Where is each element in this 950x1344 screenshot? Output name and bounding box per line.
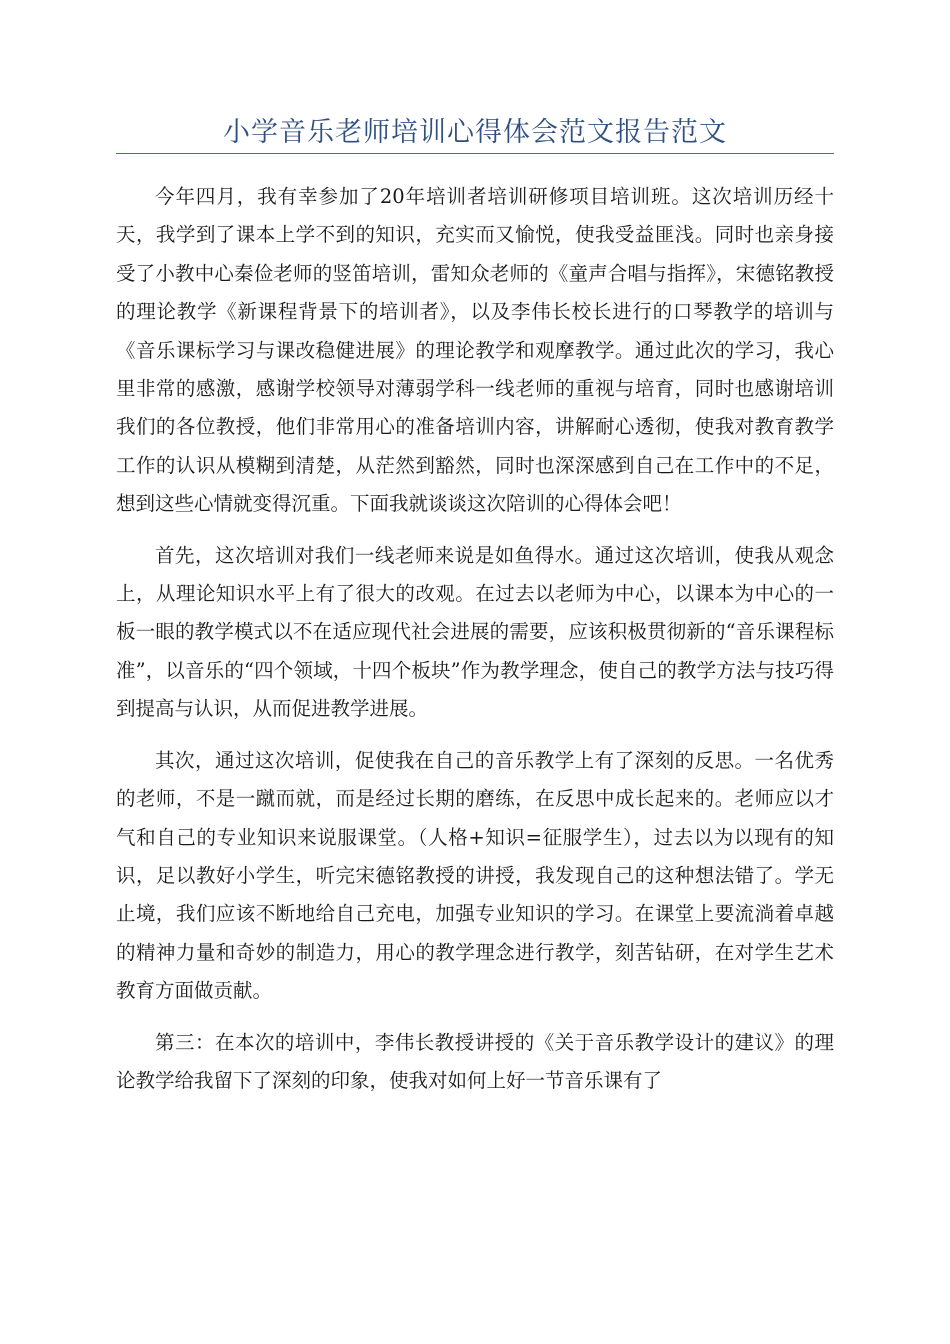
paragraph-1: 今年四月，我有幸参加了20年培训者培训研修项目培训班。这次培训历经十天，我学到了课本上学不到的知识，充实而又愉悦，使我受益匪浅。同时也亲身接受了小教中心秦俭老师的竖笛培训，雷知众老师的《童声合唱与指挥》，宋德铭教授的理论教学《新课程背景下的培训者》，以及李伟长校长进行的口琴教学的培训与《音乐课标学习与课改稳健进展》的理论教学和观摩教学。通过此次的学习，我心里非常的感激，感谢学校领导对薄弱学科一线老师的重视与培育，同时也感谢培训我们的各位教授，他们非常用心的准备培训内容，讲解耐心透彻，使我对教育教学工作的认识从模糊到清楚，从茫然到豁然，同时也深深感到自己在工作中的不足，想到这些心情就变得沉重。下面我就谈谈这次陪训的心得体会吧！ bbox=[116, 185, 834, 516]
paragraph-3: 其次，通过这次培训，促使我在自己的音乐教学上有了深刻的反思。一名优秀的老师，不是一蹴而就，而是经过长期的磨练，在反思中成长起来的。老师应以才气和自己的专业知识来说服课堂。（人格+知识=征服学生），过去以为以现有的知识，足以教好小学生，听完宋德铭教授的讲授，我发现自己的这种想法错了。学无止境，我们应该不断地给自己充电，加强专业知识的学习。在课堂上要流淌着卓越的精神力量和奇妙的制造力，用心的教学理念进行教学，刻苦钻研，在对学生艺术教育方面做贡献。 bbox=[116, 748, 834, 1003]
paragraph-4: 第三：在本次的培训中，李伟长教授讲授的《关于音乐教学设计的建议》的理论教学给我留下了深刻的印象，使我对如何上好一节音乐课有了 bbox=[116, 1030, 834, 1092]
title-underline bbox=[116, 153, 834, 154]
document-title: 小学音乐老师培训心得体会范文报告范文 bbox=[223, 117, 727, 148]
paragraph-2: 首先，这次培训对我们一线老师来说是如鱼得水。通过这次培训，使我从观念上，从理论知识水平上有了很大的改观。在过去以老师为中心，以课本为中心的一板一眼的教学模式以不在适应现代社会进展的需要，应该积极贯彻新的“音乐课程标准”，以音乐的“四个领域，十四个板块”作为教学理念，使自己的教学方法与技巧得到提高与认识，从而促进教学进展。 bbox=[116, 543, 834, 721]
document-body bbox=[116, 178, 834, 1113]
